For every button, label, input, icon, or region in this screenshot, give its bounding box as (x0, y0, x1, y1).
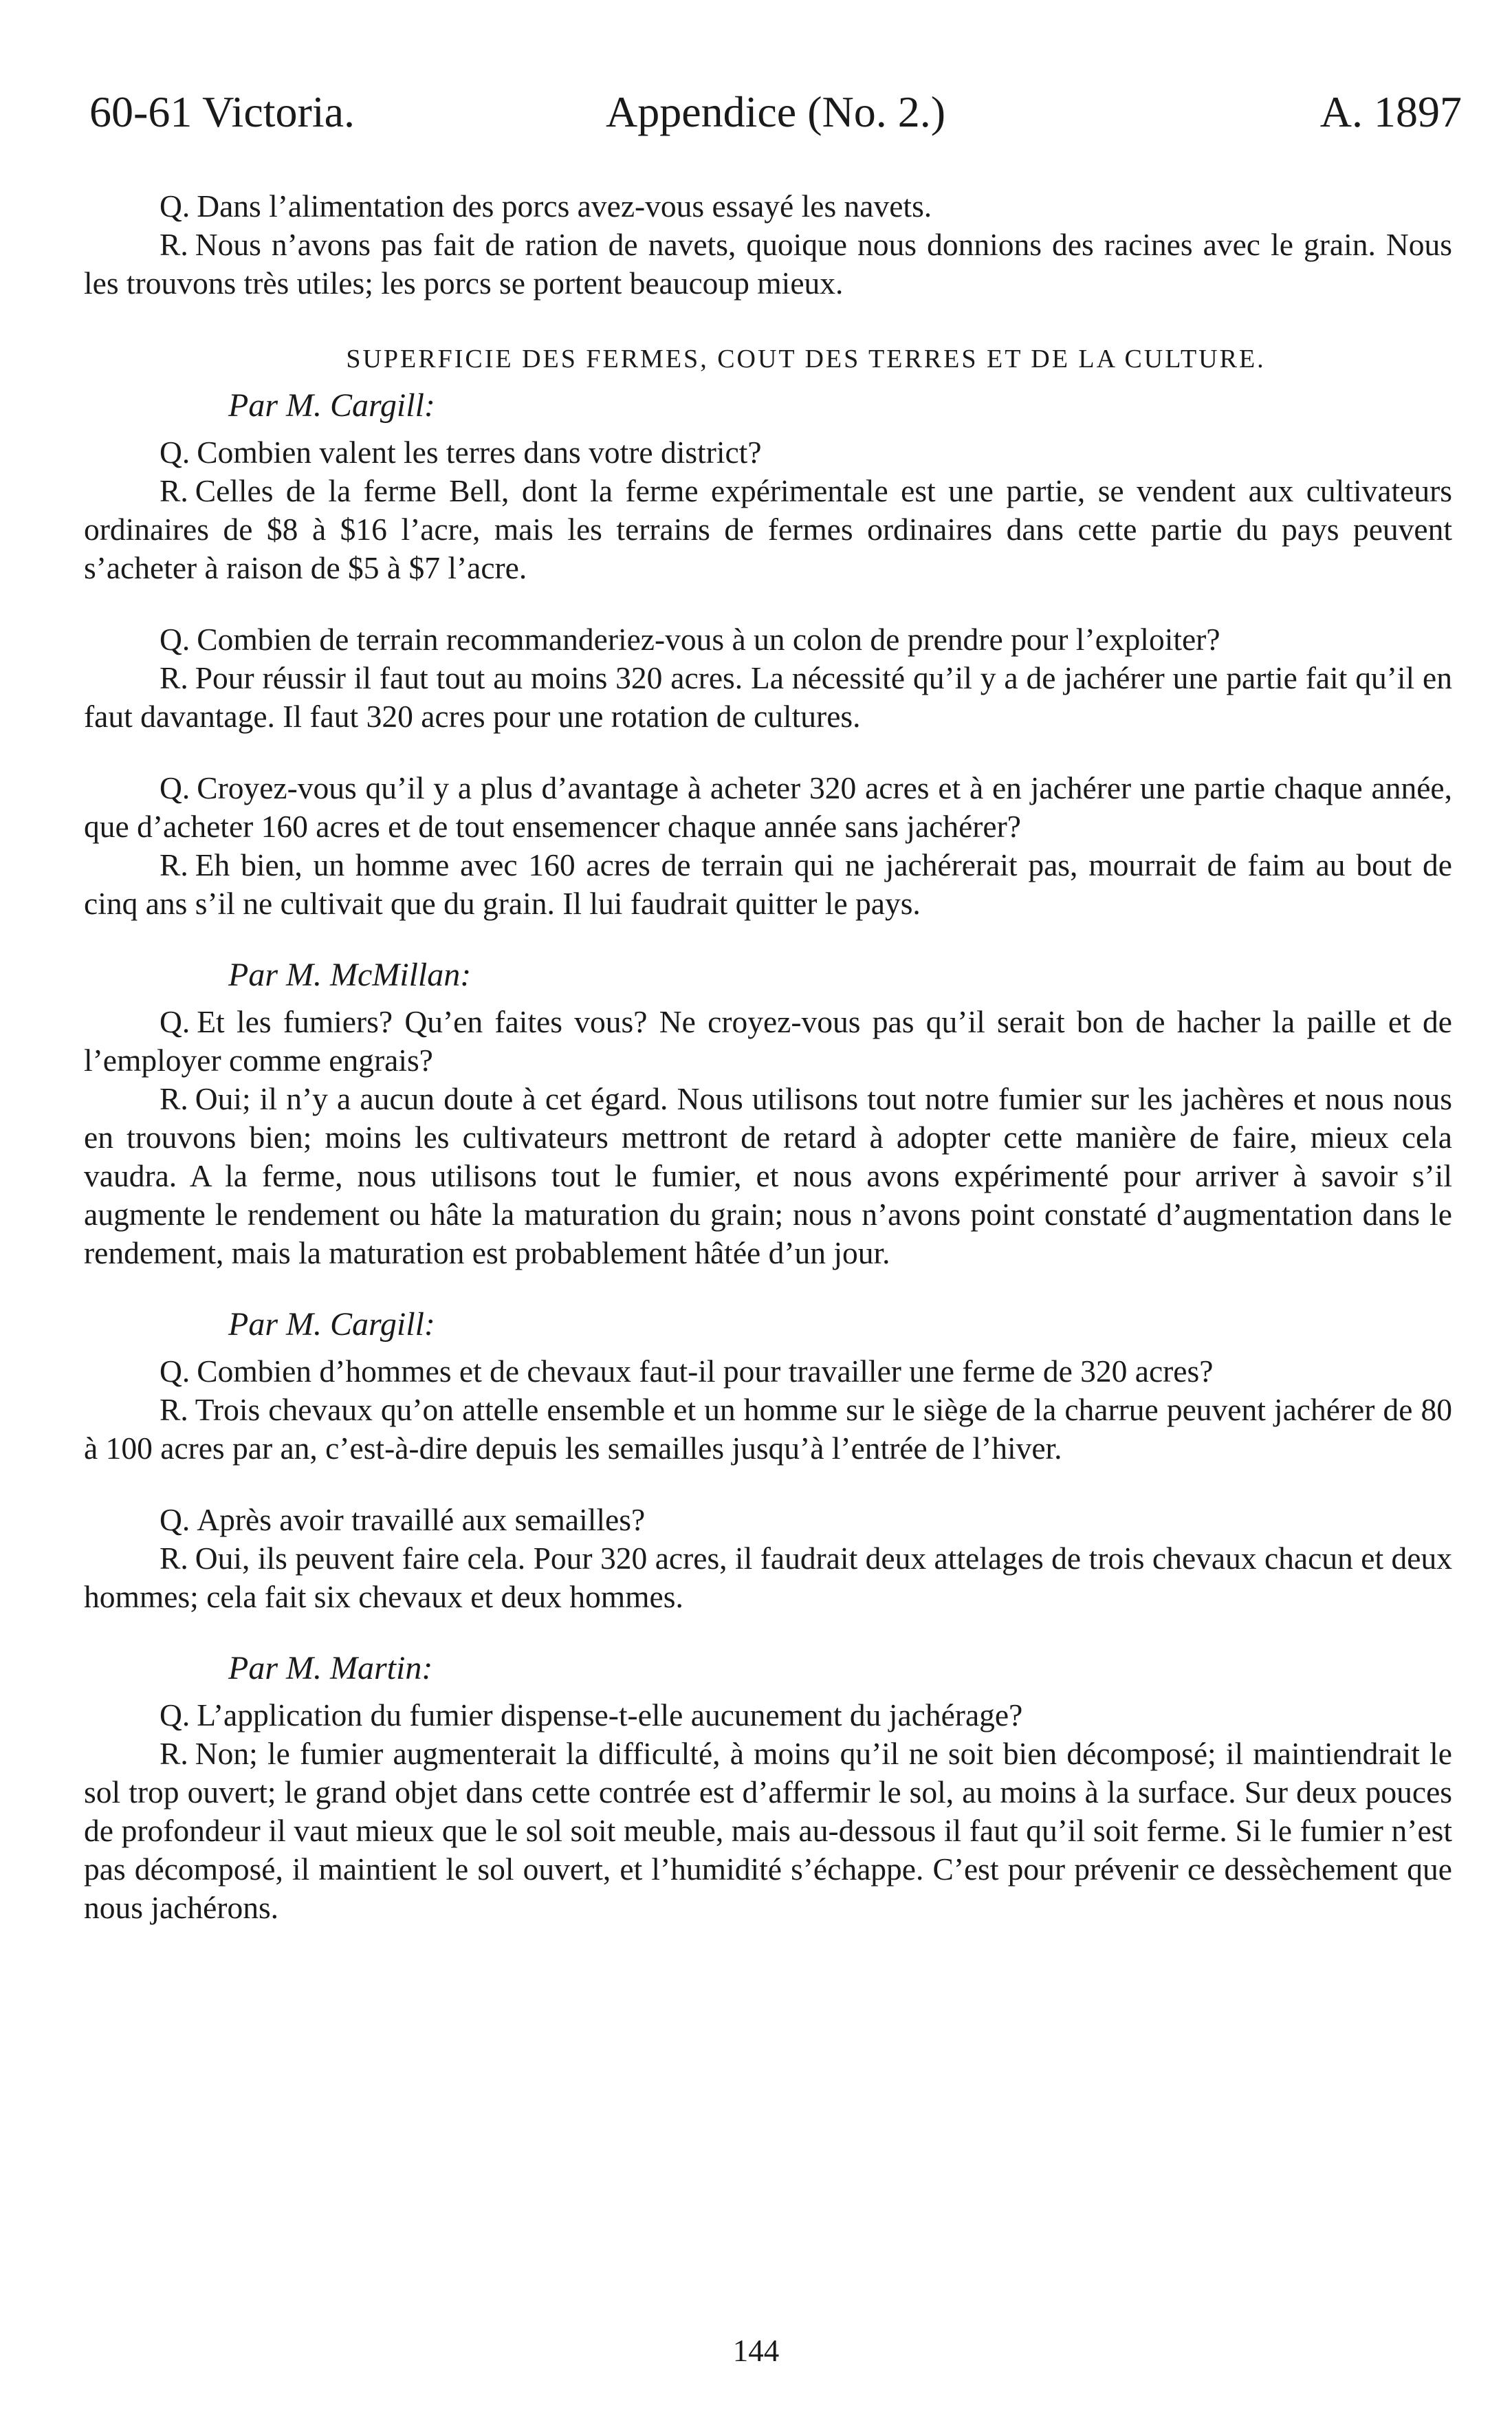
question (84, 1352, 1452, 1391)
question-label: Q. (160, 770, 190, 805)
header-session: 60-61 Victoria. (89, 87, 355, 136)
answer (84, 1391, 1452, 1468)
question-text: Dans l’alimentation des porcs avez-vous essayé les navets. (197, 188, 932, 224)
answer-text: Oui; il n’y a aucun doute à cet égard. Nous utilisons tout notre fumier sur les jachères et nous nous en trouvons bien; moins les cultivateurs mettront de retard à adopter cette manière de faire, mieux cela vaudra. A la ferme, nous utilisons tout le fumier, et nous avons expérimenté pour arriver à savoir s’il augmente le rendement ou hâte la maturation du grain; nous n’avons point constaté d’augmentation dans le rendement, mais la maturation est probablement hâtée d’un jour. (84, 1081, 1452, 1270)
answer (84, 659, 1452, 736)
answer (84, 472, 1452, 587)
answer-label: R. (160, 227, 188, 262)
question-text: Combien valent les terres dans votre district? (197, 435, 762, 470)
answer-label: R. (160, 1392, 188, 1427)
header-year: A. 1897 (1319, 87, 1462, 136)
answer (84, 1735, 1452, 1927)
speaker-heading: Par M. Cargill: (228, 387, 435, 424)
question-text: Et les fumiers? Qu’en faites vous? Ne croyez-vous pas qu’il serait bon de hacher la paille et de l’employer comme engrais? (84, 1004, 1452, 1078)
answer-text: Eh bien, un homme avec 160 acres de terrain qui ne jachérerait pas, mourrait de faim au bout de cinq ans s’il ne cultivait que du grain. Il lui faudrait quitter le pays. (84, 847, 1452, 921)
body-text (84, 187, 1452, 1927)
answer-text: Celles de la ferme Bell, dont la ferme expérimentale est une partie, se vendent aux cultivateurs ordinaires de $8 à $16 l’acre, mais les terrains de fermes ordinaires dans cette partie du pays peuvent s’acheter à raison de $5 à $7 l’acre. (84, 473, 1452, 585)
question-label: Q. (160, 1502, 190, 1537)
question-text: Combien d’hommes et de chevaux faut-il pour travailler une ferme de 320 acres? (197, 1354, 1214, 1389)
answer (84, 846, 1452, 923)
question (84, 433, 1452, 472)
answer-label: R. (160, 660, 188, 695)
answer-label: R. (160, 847, 188, 882)
question (84, 769, 1452, 846)
speaker-heading: Par M. Martin: (228, 1650, 433, 1686)
answer (84, 1080, 1452, 1272)
question-text: Combien de terrain recommanderiez-vous à un colon de prendre pour l’exploiter? (197, 622, 1220, 657)
answer-label: R. (160, 473, 188, 508)
speaker-heading: Par M. McMillan: (228, 957, 472, 993)
answer-text: Nous n’avons pas fait de ration de navets, quoique nous donnions des racines avec le grain. Nous les trouvons très utiles; les porcs se portent beaucoup mieux. (84, 227, 1452, 301)
answer-label: R. (160, 1081, 188, 1116)
answer-label: R. (160, 1541, 188, 1576)
answer (84, 1539, 1452, 1616)
question-label: Q. (160, 1354, 190, 1389)
question-text: L’application du fumier dispense-t-elle aucunement du jachérage? (197, 1697, 1023, 1732)
running-header (89, 81, 1462, 143)
question-label: Q. (160, 1697, 190, 1732)
answer-text: Trois chevaux qu’on attelle ensemble et un homme sur le siège de la charrue peuvent jachérer de 80 à 100 acres par an, c’est-à-dire depuis les semailles jusqu’à l’entrée de l’hiver. (84, 1392, 1452, 1466)
question (84, 1003, 1452, 1080)
question (84, 1696, 1452, 1735)
question-text: Après avoir travaillé aux semailles? (197, 1502, 646, 1537)
question (84, 620, 1452, 659)
header-appendix: Appendice (No. 2.) (605, 87, 946, 136)
speaker-heading: Par M. Cargill: (228, 1306, 435, 1343)
answer-label: R. (160, 1736, 188, 1771)
question-label: Q. (160, 188, 190, 224)
question-label: Q. (160, 435, 190, 470)
question (84, 1501, 1452, 1539)
answer-text: Non; le fumier augmenterait la difficulté, à moins qu’il ne soit bien décomposé; il maintiendrait le sol trop ouvert; le grand objet dans cette contrée est d’affermir le sol, au moins à la surface. Sur deux pouces de profondeur il vaut mieux que le sol soit meuble, mais au-dessous il faut qu’il soit ferme. Si le fumier n’est pas décomposé, il maintient le sol ouvert, et l’humidité s’échappe. C’est pour prévenir ce dessèchement que nous jachérons. (84, 1736, 1452, 1925)
question-label: Q. (160, 1004, 190, 1039)
question-label: Q. (160, 622, 190, 657)
answer (84, 226, 1452, 303)
section-title: SUPERFICIE DES FERMES, COUT DES TERRES ET DE LA CULTURE. (346, 345, 1266, 373)
page-number: 144 (732, 2334, 780, 2368)
question-text: Croyez-vous qu’il y a plus d’avantage à acheter 320 acres et à en jachérer une partie chaque année, que d’acheter 160 acres et de tout ensemencer chaque année sans jachérer? (84, 770, 1452, 844)
answer-text: Oui, ils peuvent faire cela. Pour 320 acres, il faudrait deux attelages de trois chevaux chacun et deux hommes; cela fait six chevaux et deux hommes. (84, 1541, 1452, 1614)
answer-text: Pour réussir il faut tout au moins 320 acres. La nécessité qu’il y a de jachérer une partie fait qu’il en faut davantage. Il faut 320 acres pour une rotation de cultures. (84, 660, 1452, 734)
question (84, 187, 1452, 226)
